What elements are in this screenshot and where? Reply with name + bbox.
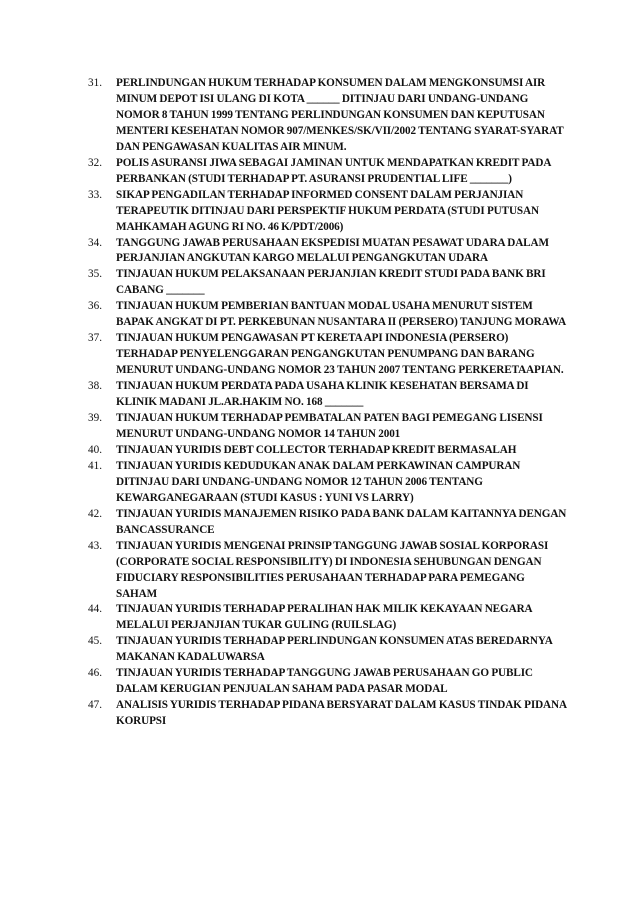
item-title: TINJAUAN HUKUM PERDATA PADA USAHA KLINIK KESEHATAN BERSAMA DI KLINIK MADANI JL.AR.HAKIM NO. 168 _______ bbox=[116, 380, 529, 409]
list-item bbox=[88, 76, 568, 156]
item-number: 33. bbox=[88, 188, 102, 201]
item-title: TINJAUAN YURIDIS TERHADAP PERALIHAN HAK MILIK KEKAYAAN NEGARA MELALUI PERJANJIAN TUKAR GULING (RUILSLAG) bbox=[116, 603, 532, 632]
list-item bbox=[88, 507, 568, 539]
item-title: TANGGUNG JAWAB PERUSAHAAN EKSPEDISI MUATAN PESAWAT UDARA DALAM PERJANJIAN ANGKUTAN KARGO MELALUI PENGANGKUTAN UDARA bbox=[116, 236, 549, 265]
item-number: 46. bbox=[88, 667, 102, 680]
list-item bbox=[88, 698, 568, 730]
item-number: 42. bbox=[88, 507, 102, 520]
item-title: TINJAUAN YURIDIS DEBT COLLECTOR TERHADAP KREDIT BERMASALAH bbox=[116, 443, 517, 456]
item-number: 37. bbox=[88, 332, 102, 345]
list-item bbox=[88, 443, 568, 459]
list-item bbox=[88, 299, 568, 331]
item-title: TINJAUAN YURIDIS TERHADAP TANGGUNG JAWAB PERUSAHAAN GO PUBLIC DALAM KERUGIAN PENJUALAN SAHAM PADA PASAR MODAL bbox=[116, 667, 533, 696]
list-item bbox=[88, 666, 568, 698]
item-title: PERLINDUNGAN HUKUM TERHADAP KONSUMEN DALAM MENGKONSUMSI AIR MINUM DEPOT ISI ULANG DI KOTA ______ DITINJAU DARI UNDANG-UNDANG NOMOR 8 TAHUN 1999 TENTANG PERLINDUNGAN KONSUMEN DAN KEPUTUSAN MENTERI KESEHATAN NOMOR 907/MENKES/SK/VII/2002 TENTANG SYARAT-SYARAT DAN PENGAWASAN KUALITAS AIR MINUM. bbox=[116, 77, 564, 153]
item-number: 40. bbox=[88, 443, 102, 456]
item-number: 31. bbox=[88, 77, 102, 89]
item-title: TINJAUAN YURIDIS KEDUDUKAN ANAK DALAM PERKAWINAN CAMPURAN DITINJAU DARI UNDANG-UNDANG NOMOR 12 TAHUN 2006 TENTANG KEWARGANEGARAAN (STUDI KASUS : YUNI VS LARRY) bbox=[116, 459, 521, 504]
item-number: 47. bbox=[88, 699, 102, 712]
item-title: TINJAUAN HUKUM PELAKSANAAN PERJANJIAN KREDIT STUDI PADA BANK BRI CABANG _______ bbox=[116, 268, 546, 297]
item-title: SIKAP PENGADILAN TERHADAP INFORMED CONSENT DALAM PERJANJIAN TERAPEUTIK DITINJAU DARI PERSPEKTIF HUKUM PERDATA (STUDI PUTUSAN MAHKAMAH AGUNG RI NO. 46 K/PDT/2006) bbox=[116, 188, 539, 233]
item-number: 38. bbox=[88, 380, 102, 393]
item-number: 39. bbox=[88, 412, 102, 425]
item-title: ANALISIS YURIDIS TERHADAP PIDANA BERSYARAT DALAM KASUS TINDAK PIDANA KORUPSI bbox=[116, 699, 567, 728]
item-title: TINJAUAN HUKUM TERHADAP PEMBATALAN PATEN BAGI PEMEGANG LISENSI MENURUT UNDANG-UNDANG NOMOR 14 TAHUN 2001 bbox=[116, 412, 543, 440]
list-item bbox=[88, 602, 568, 634]
item-title: POLIS ASURANSI JIWA SEBAGAI JAMINAN UNTUK MENDAPATKAN KREDIT PADA PERBANKAN (STUDI TERHADAP PT. ASURANSI PRUDENTIAL LIFE _______) bbox=[116, 156, 551, 185]
list-item bbox=[88, 188, 568, 236]
list-item bbox=[88, 411, 568, 443]
item-number: 41. bbox=[88, 459, 102, 472]
item-title: TINJAUAN YURIDIS TERHADAP PERLINDUNGAN KONSUMEN ATAS BEREDARNYA MAKANAN KADALUWARSA bbox=[116, 635, 553, 664]
list-item bbox=[88, 156, 568, 188]
list-item bbox=[88, 236, 568, 268]
item-number: 34. bbox=[88, 236, 102, 249]
list-item bbox=[88, 634, 568, 666]
list-item bbox=[88, 379, 568, 411]
item-title: TINJAUAN HUKUM PEMBERIAN BANTUAN MODAL USAHA MENURUT SISTEM BAPAK ANGKAT DI PT. PERKEBUNAN NUSANTARA II (PERSERO) TANJUNG MORAWA bbox=[116, 300, 567, 329]
item-title: TINJAUAN HUKUM PENGAWASAN PT KERETA API INDONESIA (PERSERO) TERHADAP PENYELENGGARAN PENGANGKUTAN PENUMPANG DAN BARANG MENURUT UNDANG-UNDANG NOMOR 23 TAHUN 2007 TENTANG PERKERETAAPIAN. bbox=[116, 332, 564, 377]
item-number: 36. bbox=[88, 300, 102, 313]
item-number: 32. bbox=[88, 156, 102, 169]
item-number: 43. bbox=[88, 539, 102, 552]
item-title: TINJAUAN YURIDIS MENGENAI PRINSIP TANGGUNG JAWAB SOSIAL KORPORASI (CORPORATE SOCIAL RESPONSIBILITY) DI INDONESIA SEHUBUNGAN DENGAN FIDUCIARY RESPONSIBILITIES PERUSAHAAN TERHADAP PARA PEMEGANG SAHAM bbox=[116, 539, 549, 600]
list-item bbox=[88, 459, 568, 507]
thesis-title-list bbox=[88, 76, 568, 730]
item-number: 35. bbox=[88, 268, 102, 281]
item-title: TINJAUAN YURIDIS MANAJEMEN RISIKO PADA BANK DALAM KAITANNYA DENGAN BANCASSURANCE bbox=[116, 507, 567, 536]
list-item bbox=[88, 267, 568, 299]
item-number: 44. bbox=[88, 603, 102, 616]
list-item bbox=[88, 539, 568, 603]
item-number: 45. bbox=[88, 635, 102, 648]
list-item bbox=[88, 331, 568, 379]
